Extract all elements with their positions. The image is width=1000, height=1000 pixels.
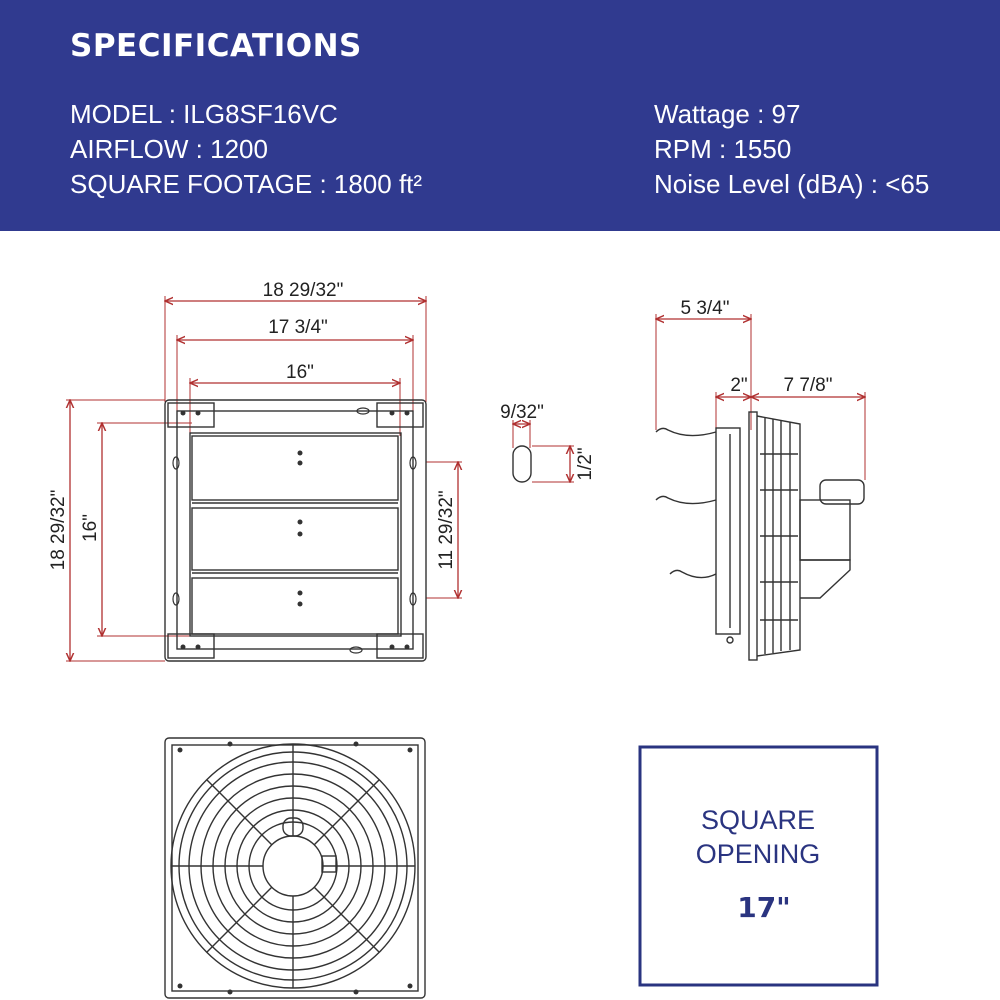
shutter-width-label: 16" [286, 362, 314, 383]
spec-square-footage: SQUARE FOOTAGE : 1800 ft² [70, 169, 423, 199]
shutter-height-label: 16" [80, 514, 101, 542]
outer-frame [165, 400, 426, 661]
side-view [656, 298, 865, 660]
spec-model: MODEL : ILG8SF16VC [70, 99, 338, 129]
rear-frame [165, 738, 425, 998]
inner-frame [177, 411, 413, 649]
slot-shape [513, 446, 531, 482]
front-slots [173, 408, 416, 653]
slot-width-label: 9/32" [500, 402, 544, 423]
rear-depth-label: 7 7/8" [783, 375, 833, 396]
square-opening-line2: OPENING [695, 839, 821, 869]
front-dimension-lines [70, 301, 458, 661]
rear-view [165, 738, 425, 998]
shutter-blade-3 [192, 578, 398, 634]
shutter-housing [190, 433, 401, 636]
front-mounting-holes [181, 411, 410, 650]
side-fan-body [656, 412, 864, 660]
front-view [48, 280, 462, 661]
slot-length-label: 1/2" [575, 447, 596, 481]
front-fan-body [165, 400, 426, 661]
hole-spacing-label: 11 29/32" [436, 490, 457, 570]
slot-detail [500, 402, 596, 482]
spec-rpm: RPM : 1550 [654, 134, 792, 164]
specifications-title: SPECIFICATIONS [70, 28, 362, 64]
spec-noise-level: Noise Level (dBA) : <65 [654, 169, 930, 199]
frame-width-label: 17 3/4" [268, 317, 328, 338]
shutter-blade-2 [192, 508, 398, 570]
overall-width-label: 18 29/32" [262, 280, 344, 301]
spec-airflow: AIRFLOW : 1200 [70, 134, 268, 164]
shutter-blade-1 [192, 436, 398, 500]
square-opening-size: 17" [737, 891, 791, 924]
square-opening-line1: SQUARE [700, 805, 816, 835]
overall-height-label: 18 29/32" [48, 489, 69, 571]
total-depth-label: 5 3/4" [680, 298, 730, 319]
square-opening-box [640, 747, 877, 985]
front-depth-label: 2" [730, 375, 748, 396]
spec-wattage: Wattage : 97 [654, 99, 801, 129]
front-extension-lines [66, 296, 462, 661]
